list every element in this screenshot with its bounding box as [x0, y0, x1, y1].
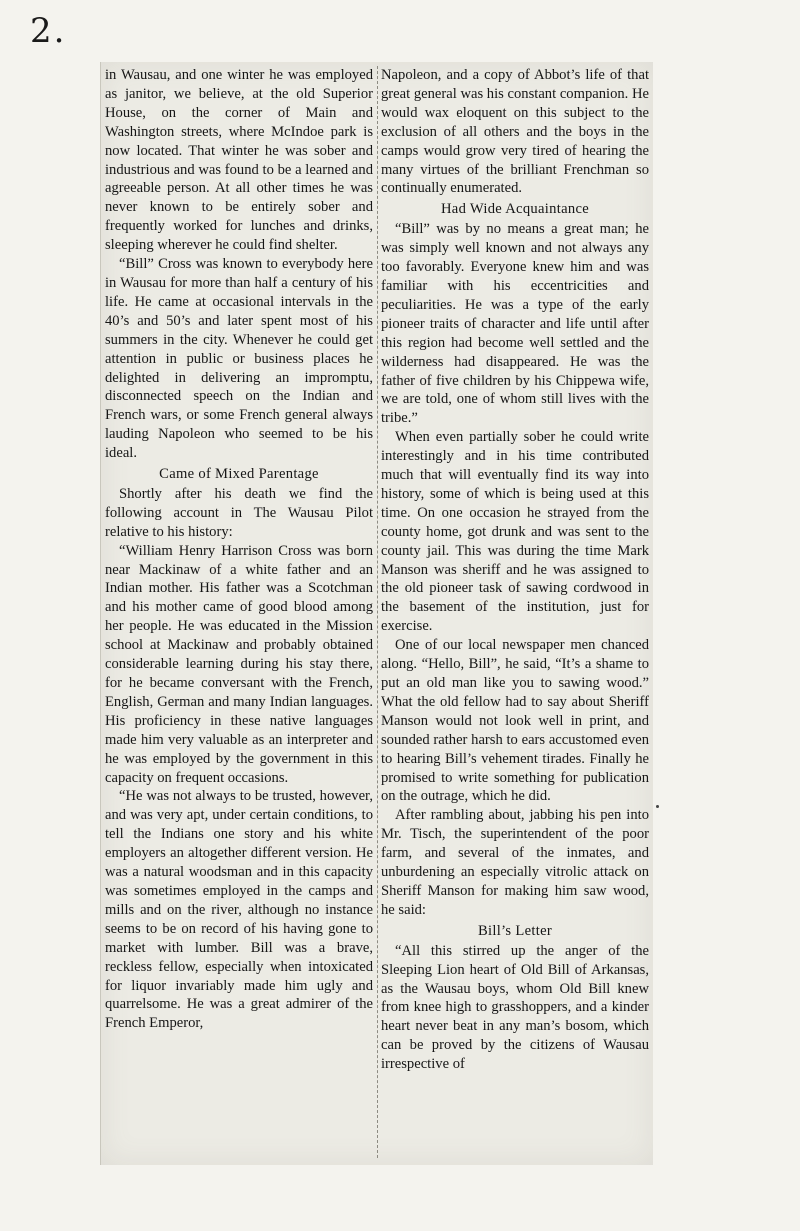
- section-heading: Came of Mixed Parentage: [159, 466, 319, 483]
- article-paragraph: “He was not always to be trusted, however, and was very apt, under certain conditions, to tell the Indians one story and his white employers an altogether different version. He was a natural woodsman and in this capacity was sometimes employed in the camps and mills and on the river, although no instance seems to be on record of his having gone to market with lumber. Bill was a brave, reckless fellow, especially when intoxicated for liquor invariably made him ugly and quarrelsome. He was a great admirer of the French Emperor,: [105, 788, 373, 1032]
- article-paragraph: When even partially sober he could write interestingly and in his time contributed much that will eventually find its way into history, some of which is being used at this time. On one occasion he strayed from the county home, got drunk and was sent to the county jail. This was during the time Mark Manson was sheriff and he was assigned to the old pioneer task of sawing cordwood in the basement of the institution, just for exercise.: [381, 429, 649, 635]
- section-heading: Had Wide Acquaintance: [440, 201, 590, 218]
- scan-speck: [656, 805, 659, 808]
- section-heading: Bill’s Letter: [477, 922, 553, 939]
- article-paragraph: “Bill” Cross was known to everybody here in Wausau for more than half a century of his life. He came at occasional intervals in the 40’s and 50’s and later spent most of his summers in the city. Whenever he could get attention in public or business places he delighted in delivering an impromptu, disconnected speech on the Indian and French wars, or some French general always lauding Napoleon who seemed to be his ideal.: [105, 256, 373, 462]
- newspaper-clipping: [100, 62, 653, 1165]
- article-paragraph: After rambling about, jabbing his pen into Mr. Tisch, the superintendent of the poor farm, and several of the inmates, and unburdening an especially vitrolic attack on Sheriff Manson for making him saw wood, he said:: [381, 807, 649, 918]
- column-divider: [377, 66, 378, 1158]
- article-paragraph: “William Henry Harrison Cross was born near Mackinaw of a white father and an Indian mother. His father was a Scotchman and his mother came of good blood among her people. He was educated in the Mission school at Mackinaw and probably obtained considerable learning during his stay there, for he became conversant with the French, English, German and many Indian languages. His proficiency in these native languages made him very valuable as an interpreter and he was employed by the government in this capacity on frequent occasions.: [105, 542, 373, 786]
- article-paragraph: One of our local newspaper men chanced along. “Hello, Bill”, he said, “It’s a shame to put an old man like you to sawing wood.” What the old fellow had to say about Sheriff Manson would not look well in print, and sounded rather harsh to ears accustomed even to hearing Bill’s vehement tirades. Finally he promised to write something for publication on the outrage, which he did.: [381, 637, 649, 805]
- article-paragraph: in Wausau, and one winter he was employed as janitor, we believe, at the old Superior House, on the corner of Main and Washington streets, where McIndoe park is now located. That winter he was sober and industrious and was found to be a learned and agreeable person. At all other times he was never known to be entirely sober and frequently worked for lunches and drinks, sleeping wherever he could find shelter.: [105, 67, 373, 254]
- article-paragraph: “Bill” was by no means a great man; he was simply well known and not always any too favorably. Everyone knew him and was familiar with his eccentricities and peculiarities. He was a type of the early pioneer traits of character and life until after this region had become well settled and the wilderness had disappeared. He was the father of five children by his Chippewa wife, we are told, one of whom still lives with the tribe.”: [381, 221, 649, 427]
- left-column: [105, 66, 373, 1033]
- article-paragraph: Shortly after his death we find the following account in The Wausau Pilot relative to his history:: [105, 485, 373, 540]
- article-paragraph: “All this stirred up the anger of the Sleeping Lion heart of Old Bill of Arkansas, as the Wausau boys, whom Old Bill knew from knee high to grasshoppers, and a kinder heart never beat in any man’s bosom, which can be proved by the citizens of Wausau irrespective of: [381, 942, 649, 1073]
- page-number-marker: 2.: [30, 11, 67, 51]
- right-column: [381, 66, 649, 1074]
- article-paragraph: Napoleon, and a copy of Abbot’s life of that great general was his constant companion. He would wax eloquent on this subject to the exclusion of all others and the boys in the camps would grow very tired of hearing the many virtues of the brilliant Frenchman so continually enumerated.: [381, 67, 649, 197]
